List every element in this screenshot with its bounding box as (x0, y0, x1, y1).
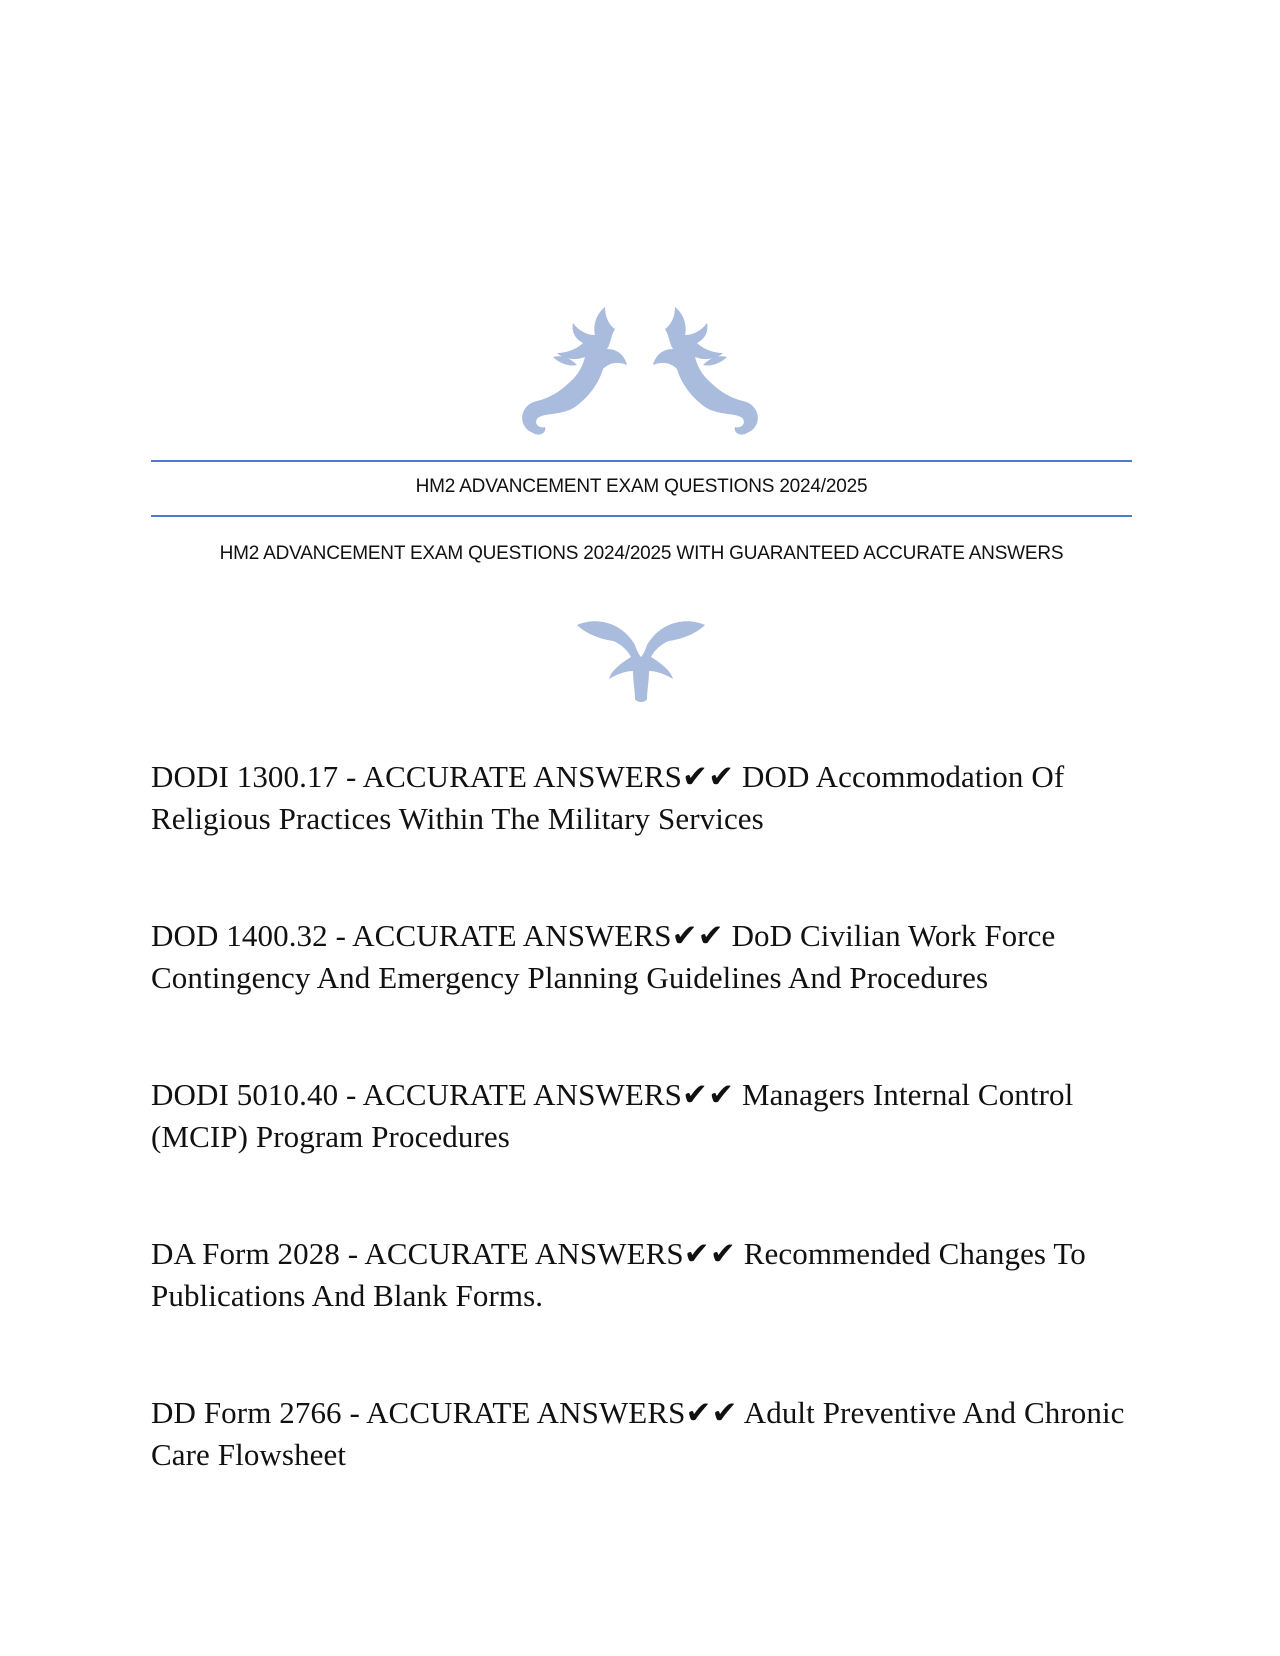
list-item: DD Form 2766 - ACCURATE ANSWERS✔✔ Adult Preventive And Chronic Care Flowsheet (151, 1395, 1125, 1472)
answer-list (151, 756, 1141, 1551)
list-item: DA Form 2028 - ACCURATE ANSWERS✔✔ Recommended Changes To Publications And Blank Forms. (151, 1236, 1086, 1313)
fleur-ornament-icon (575, 615, 707, 703)
header-rule-bottom (151, 515, 1132, 517)
floral-ornament-top-icon (515, 305, 765, 440)
header-title: HM2 ADVANCEMENT EXAM QUESTIONS 2024/2025 (415, 476, 868, 497)
header-rule-top (151, 460, 1132, 462)
list-item: DODI 1300.17 - ACCURATE ANSWERS✔✔ DOD Accommodation Of Religious Practices Within The Military Services (151, 759, 1065, 836)
document-subtitle: HM2 ADVANCEMENT EXAM QUESTIONS 2024/2025 WITH GUARANTEED ACCURATE ANSWERS (219, 543, 1064, 564)
list-item: DODI 5010.40 - ACCURATE ANSWERS✔✔ Managers Internal Control (MCIP) Program Procedures (151, 1077, 1074, 1154)
list-item: DOD 1400.32 - ACCURATE ANSWERS✔✔ DoD Civilian Work Force Contingency And Emergency Planning Guidelines And Procedures (151, 918, 1056, 995)
